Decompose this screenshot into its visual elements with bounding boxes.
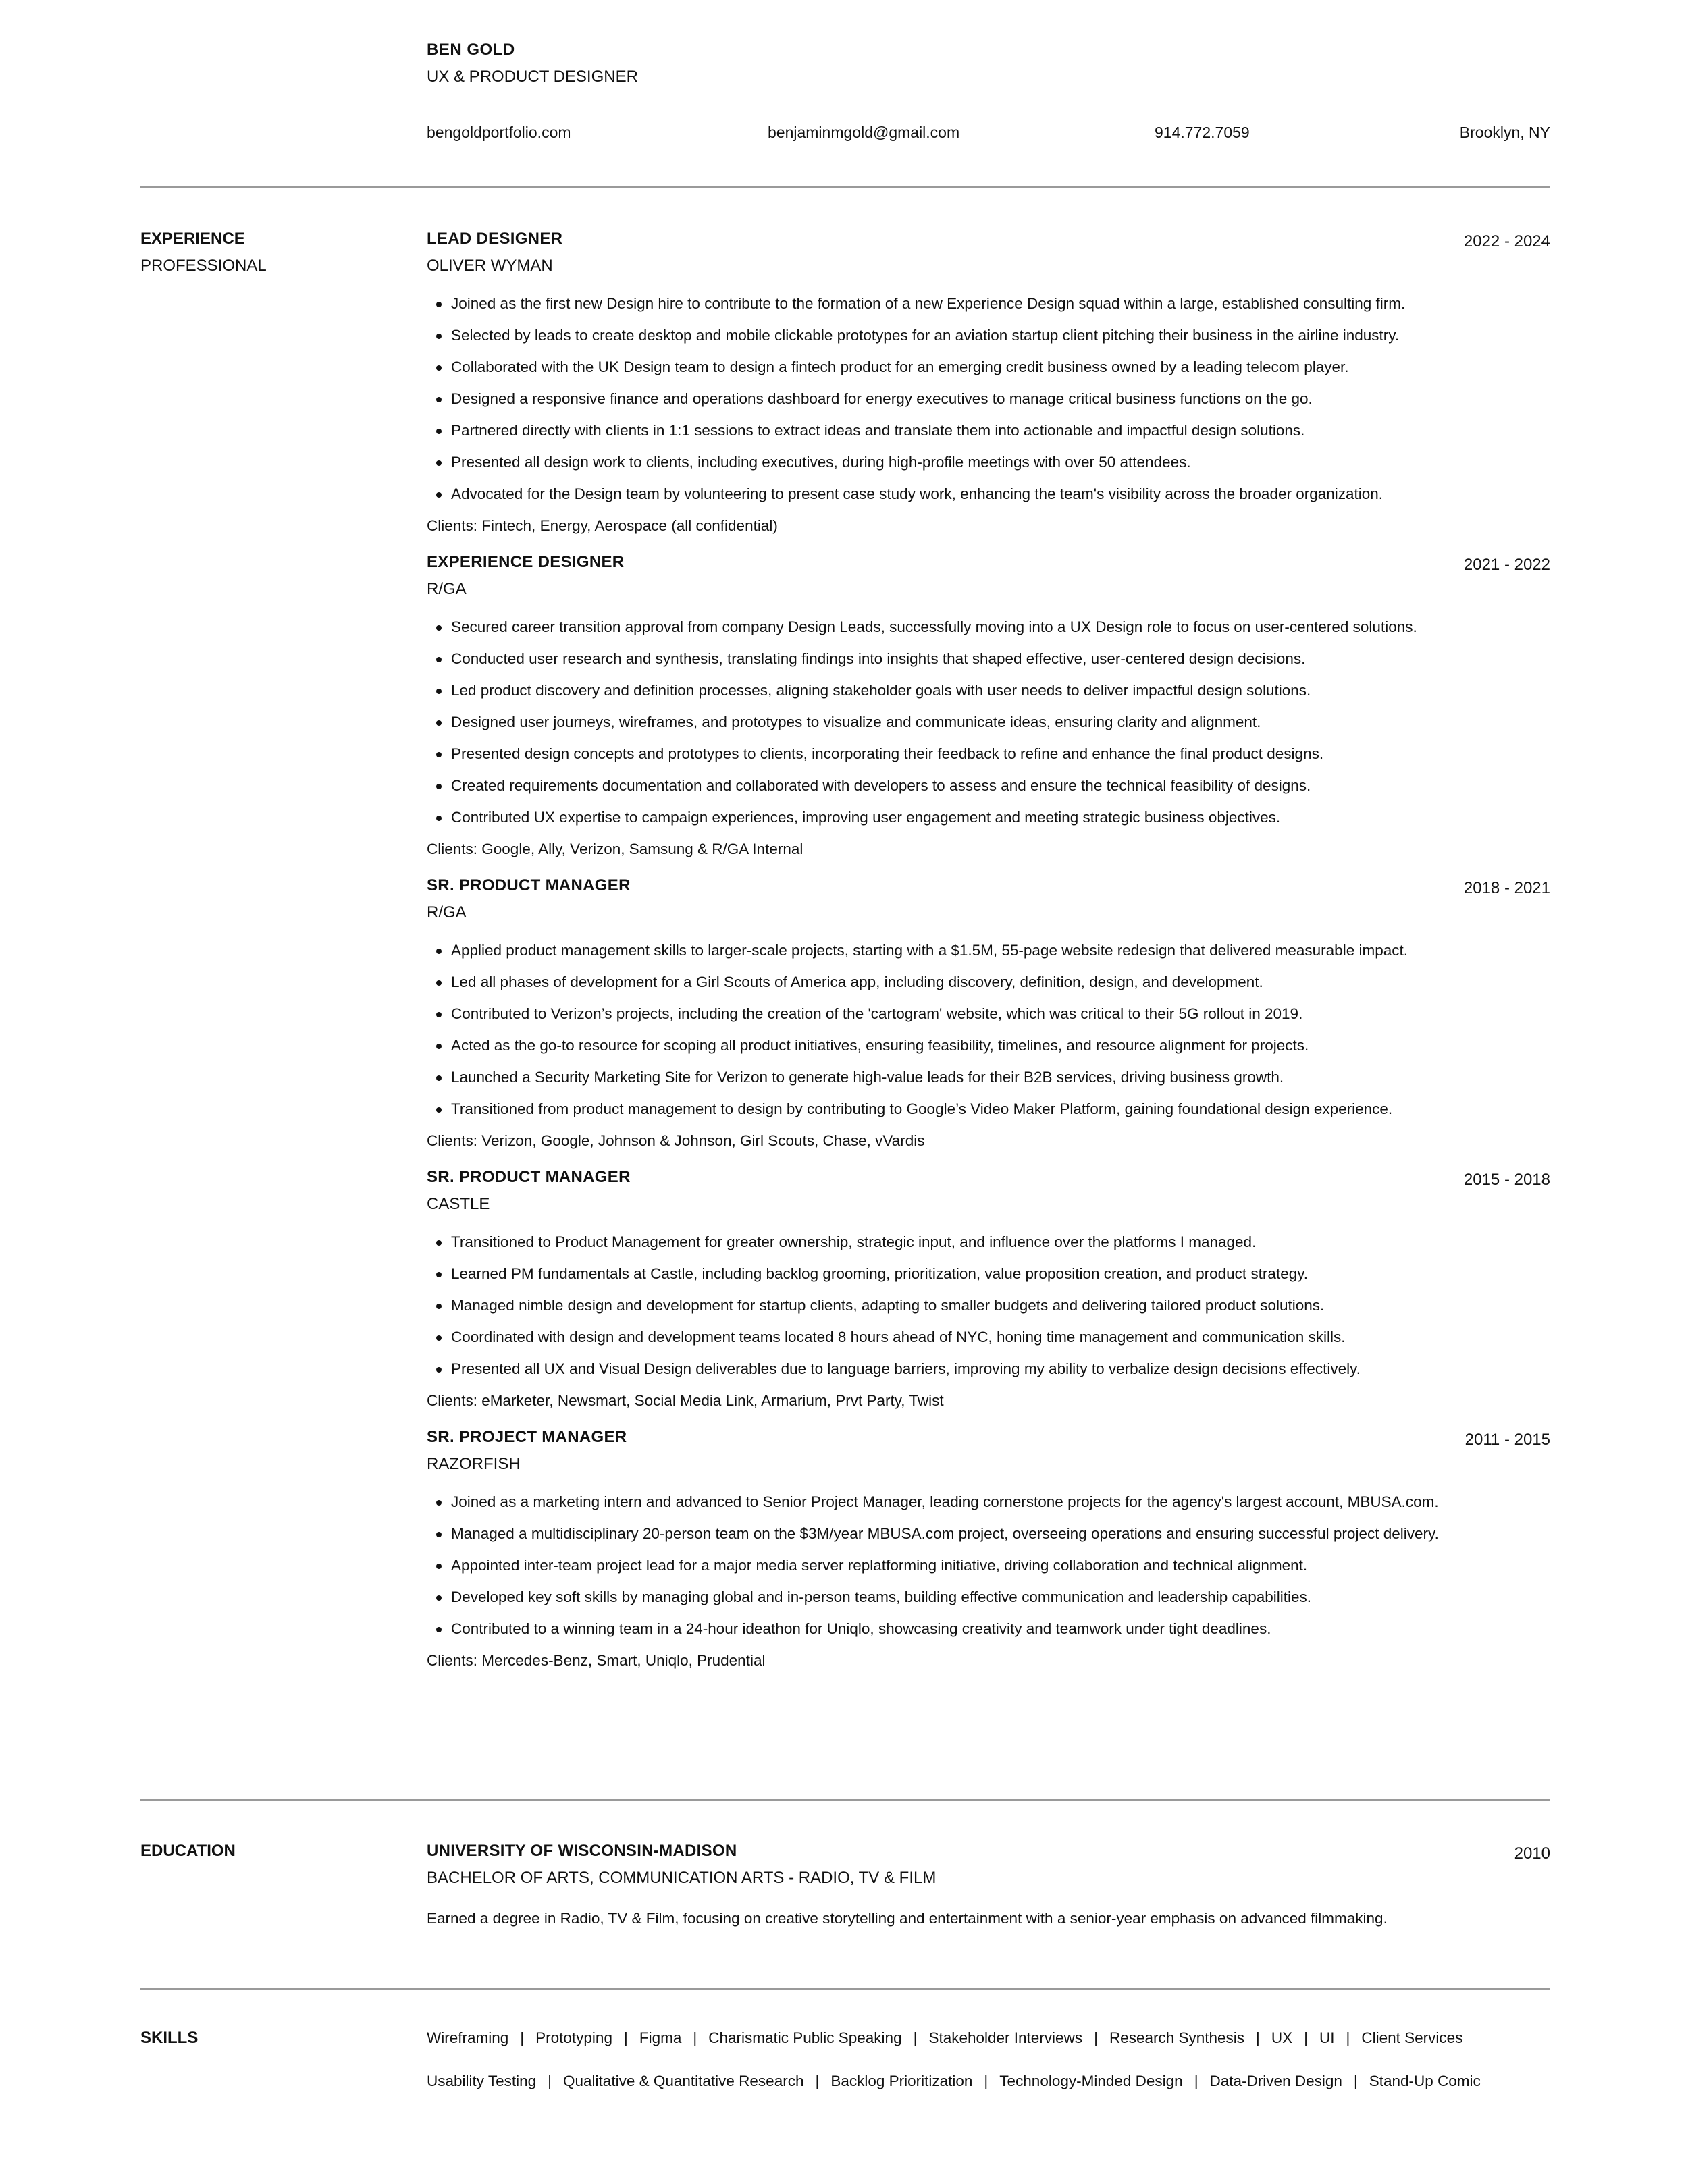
job-clients: Clients: Google, Ally, Verizon, Samsung & R/GA Internal — [427, 841, 803, 857]
bullet-item: Collaborated with the UK Design team to design a fintech product for an emerging credit business owned by a leading telecom player. — [427, 356, 1550, 378]
bullet-item: Created requirements documentation and collaborated with developers to assess and ensure the technical feasibility of designs. — [427, 775, 1550, 797]
bullet-item: Led product discovery and definition processes, aligning stakeholder goals with user needs to deliver impactful design solutions. — [427, 680, 1550, 701]
skill-item: Wireframing — [427, 2029, 509, 2046]
skills-label: SKILLS — [140, 2029, 199, 2047]
job-dates: 2015 - 2018 — [1463, 1171, 1550, 1189]
skill-item: Technology-Minded Design — [999, 2073, 1183, 2089]
skills-section-label — [140, 2027, 198, 2049]
job-entry — [427, 875, 1550, 1152]
bullet-item: Joined as the first new Design hire to contribute to the formation of a new Experience Design squad within a large, established consulting firm. — [427, 293, 1550, 315]
job-bullets — [427, 1231, 1550, 1380]
job-company: R/GA — [427, 903, 467, 922]
skill-item: Stakeholder Interviews — [928, 2029, 1083, 2046]
bullet-item: Applied product management skills to larger-scale projects, starting with a $1.5M, 55-page website redesign that delivered measurable impact. — [427, 940, 1550, 961]
skill-separator: | — [913, 2029, 918, 2046]
job-company: RAZORFISH — [427, 1455, 521, 1473]
job-entry — [427, 228, 1550, 537]
skill-item: Stand-Up Comic — [1369, 2073, 1481, 2089]
divider-education — [140, 1988, 1550, 1990]
job-clients: Clients: Fintech, Energy, Aerospace (all confidential) — [427, 517, 778, 534]
resume-header — [427, 39, 1550, 143]
job-clients: Clients: eMarketer, Newsmart, Social Media Link, Armarium, Prvt Party, Twist — [427, 1392, 944, 1409]
skill-separator: | — [984, 2073, 988, 2089]
skill-separator: | — [1256, 2029, 1260, 2046]
skill-item: Backlog Prioritization — [830, 2073, 973, 2089]
bullet-item: Learned PM fundamentals at Castle, including backlog grooming, prioritization, value proposition creation, and product strategy. — [427, 1263, 1550, 1285]
bullet-item: Secured career transition approval from company Design Leads, successfully moving into a UX Design role to focus on user-centered solutions. — [427, 616, 1550, 638]
job-company: OLIVER WYMAN — [427, 257, 553, 275]
bullet-item: Partnered directly with clients in 1:1 sessions to extract ideas and translate them into actionable and impactful design solutions. — [427, 420, 1550, 442]
skill-separator: | — [1304, 2029, 1309, 2046]
experience-sublabel: PROFESSIONAL — [140, 257, 267, 275]
bullet-item: Developed key soft skills by managing global and in-person teams, building effective communication and leadership capabilities. — [427, 1587, 1550, 1608]
bullet-item: Transitioned from product management to design by contributing to Google’s Video Maker Platform, gaining foundational design experience. — [427, 1098, 1550, 1120]
skill-separator: | — [693, 2029, 697, 2046]
job-dates: 2018 - 2021 — [1463, 879, 1550, 897]
skill-item: Data-Driven Design — [1209, 2073, 1342, 2089]
bullet-item: Contributed to a winning team in a 24-hour ideathon for Uniqlo, showcasing creativity and teamwork under tight deadlines. — [427, 1618, 1550, 1640]
job-entry — [427, 1167, 1550, 1412]
skill-separator: | — [623, 2029, 628, 2046]
skill-separator: | — [815, 2073, 820, 2089]
job-title: EXPERIENCE DESIGNER — [427, 553, 625, 571]
contact-row — [427, 122, 1550, 143]
bullet-item: Selected by leads to create desktop and mobile clickable prototypes for an aviation startup client pitching their business in the airline industry. — [427, 325, 1550, 346]
skill-item: Prototyping — [535, 2029, 612, 2046]
candidate-name: BEN GOLD — [427, 41, 515, 59]
skills-row — [427, 2027, 1550, 2049]
job-clients: Clients: Verizon, Google, Johnson & Johnson, Girl Scouts, Chase, vVardis — [427, 1132, 925, 1149]
education-section-label — [140, 1840, 236, 1862]
bullet-item: Transitioned to Product Management for greater ownership, strategic input, and influence over the platforms I managed. — [427, 1231, 1550, 1253]
job-company: R/GA — [427, 580, 467, 598]
skill-separator: | — [1346, 2029, 1350, 2046]
skill-item: Usability Testing — [427, 2073, 537, 2089]
job-entry — [427, 1427, 1550, 1672]
job-clients: Clients: Mercedes-Benz, Smart, Uniqlo, Prudential — [427, 1652, 766, 1669]
job-entry — [427, 552, 1550, 860]
bullet-item: Designed user journeys, wireframes, and prototypes to visualize and communicate ideas, ensuring clarity and alignment. — [427, 712, 1550, 733]
candidate-role: UX & PRODUCT DESIGNER — [427, 68, 638, 86]
job-dates: 2021 - 2022 — [1463, 556, 1550, 574]
skill-item: Figma — [639, 2029, 682, 2046]
bullet-item: Coordinated with design and development teams located 8 hours ahead of NYC, honing time management and communication skills. — [427, 1327, 1550, 1348]
skill-separator: | — [1353, 2073, 1358, 2089]
bullet-item: Contributed to Verizon’s projects, including the creation of the 'cartogram' website, which was critical to their 5G rollout in 2019. — [427, 1003, 1550, 1025]
job-title: SR. PRODUCT MANAGER — [427, 1168, 631, 1186]
bullet-item: Contributed UX expertise to campaign experiences, improving user engagement and meeting strategic business objectives. — [427, 807, 1550, 828]
job-company: CASTLE — [427, 1195, 490, 1213]
experience-label: EXPERIENCE — [140, 230, 245, 248]
bullet-item: Designed a responsive finance and operations dashboard for energy executives to manage critical business functions on the go. — [427, 388, 1550, 410]
bullet-item: Presented all design work to clients, including executives, during high-profile meetings with over 50 attendees. — [427, 452, 1550, 473]
skill-item: Research Synthesis — [1109, 2029, 1245, 2046]
job-bullets — [427, 1491, 1550, 1640]
job-title: SR. PRODUCT MANAGER — [427, 876, 631, 895]
skills-row — [427, 2071, 1550, 2092]
bullet-item: Led all phases of development for a Girl Scouts of America app, including discovery, definition, design, and development. — [427, 971, 1550, 993]
bullet-item: Launched a Security Marketing Site for Verizon to generate high-value leads for their B2B services, driving business growth. — [427, 1067, 1550, 1088]
bullet-item: Conducted user research and synthesis, translating findings into insights that shaped effective, user-centered design decisions. — [427, 648, 1550, 670]
skill-item: UX — [1271, 2029, 1293, 2046]
bullet-item: Presented design concepts and prototypes to clients, incorporating their feedback to refine and enhance the final product designs. — [427, 743, 1550, 765]
bullet-item: Managed nimble design and development for startup clients, adapting to smaller budgets and delivering tailored product solutions. — [427, 1295, 1550, 1316]
skill-item: UI — [1319, 2029, 1335, 2046]
graduation-year: 2010 — [1514, 1844, 1550, 1863]
job-bullets — [427, 293, 1550, 505]
phone-number: 914.772.7059 — [1155, 124, 1250, 141]
education-label: EDUCATION — [140, 1842, 236, 1860]
divider-header — [140, 186, 1550, 188]
divider-experience — [140, 1799, 1550, 1801]
job-dates: 2022 - 2024 — [1463, 232, 1550, 250]
experience-section-label — [140, 228, 267, 277]
school-name: UNIVERSITY OF WISCONSIN-MADISON — [427, 1842, 737, 1860]
education-description: Earned a degree in Radio, TV & Film, focusing on creative storytelling and entertainment with a senior-year emphasis on advanced filmmaking. — [427, 1910, 1388, 1927]
job-title: SR. PROJECT MANAGER — [427, 1428, 627, 1446]
bullet-item: Appointed inter-team project lead for a major media server replatforming initiative, driving collaboration and technical alignment. — [427, 1555, 1550, 1576]
skill-separator: | — [520, 2029, 525, 2046]
bullet-item: Acted as the go-to resource for scoping all product initiatives, ensuring feasibility, timelines, and resource alignment for projects. — [427, 1035, 1550, 1057]
degree: BACHELOR OF ARTS, COMMUNICATION ARTS - RADIO, TV & FILM — [427, 1869, 937, 1887]
bullet-item: Joined as a marketing intern and advanced to Senior Project Manager, leading cornerstone projects for the agency's largest account, MBUSA.com. — [427, 1491, 1550, 1513]
bullet-item: Presented all UX and Visual Design deliverables due to language barriers, improving my ability to verbalize design decisions effectively. — [427, 1358, 1550, 1380]
skill-separator: | — [1194, 2073, 1198, 2089]
job-dates: 2011 - 2015 — [1465, 1431, 1550, 1449]
bullet-item: Advocated for the Design team by volunteering to present case study work, enhancing the team's visibility across the broader organization. — [427, 483, 1550, 505]
job-title: LEAD DESIGNER — [427, 230, 563, 248]
website-link[interactable]: bengoldportfolio.com — [427, 124, 571, 141]
location: Brooklyn, NY — [1459, 124, 1550, 141]
skill-item: Qualitative & Quantitative Research — [563, 2073, 804, 2089]
skill-separator: | — [548, 2073, 552, 2089]
job-bullets — [427, 616, 1550, 828]
job-bullets — [427, 940, 1550, 1120]
skills-list — [427, 2027, 1550, 2092]
skill-item: Client Services — [1361, 2029, 1463, 2046]
bullet-item: Managed a multidisciplinary 20-person team on the $3M/year MBUSA.com project, overseeing operations and ensuring successful project delivery. — [427, 1523, 1550, 1545]
education-entry — [427, 1840, 1550, 1944]
experience-list — [427, 228, 1550, 1686]
skill-item: Charismatic Public Speaking — [708, 2029, 902, 2046]
email-link[interactable]: benjaminmgold@gmail.com — [768, 124, 960, 141]
skill-separator: | — [1094, 2029, 1098, 2046]
